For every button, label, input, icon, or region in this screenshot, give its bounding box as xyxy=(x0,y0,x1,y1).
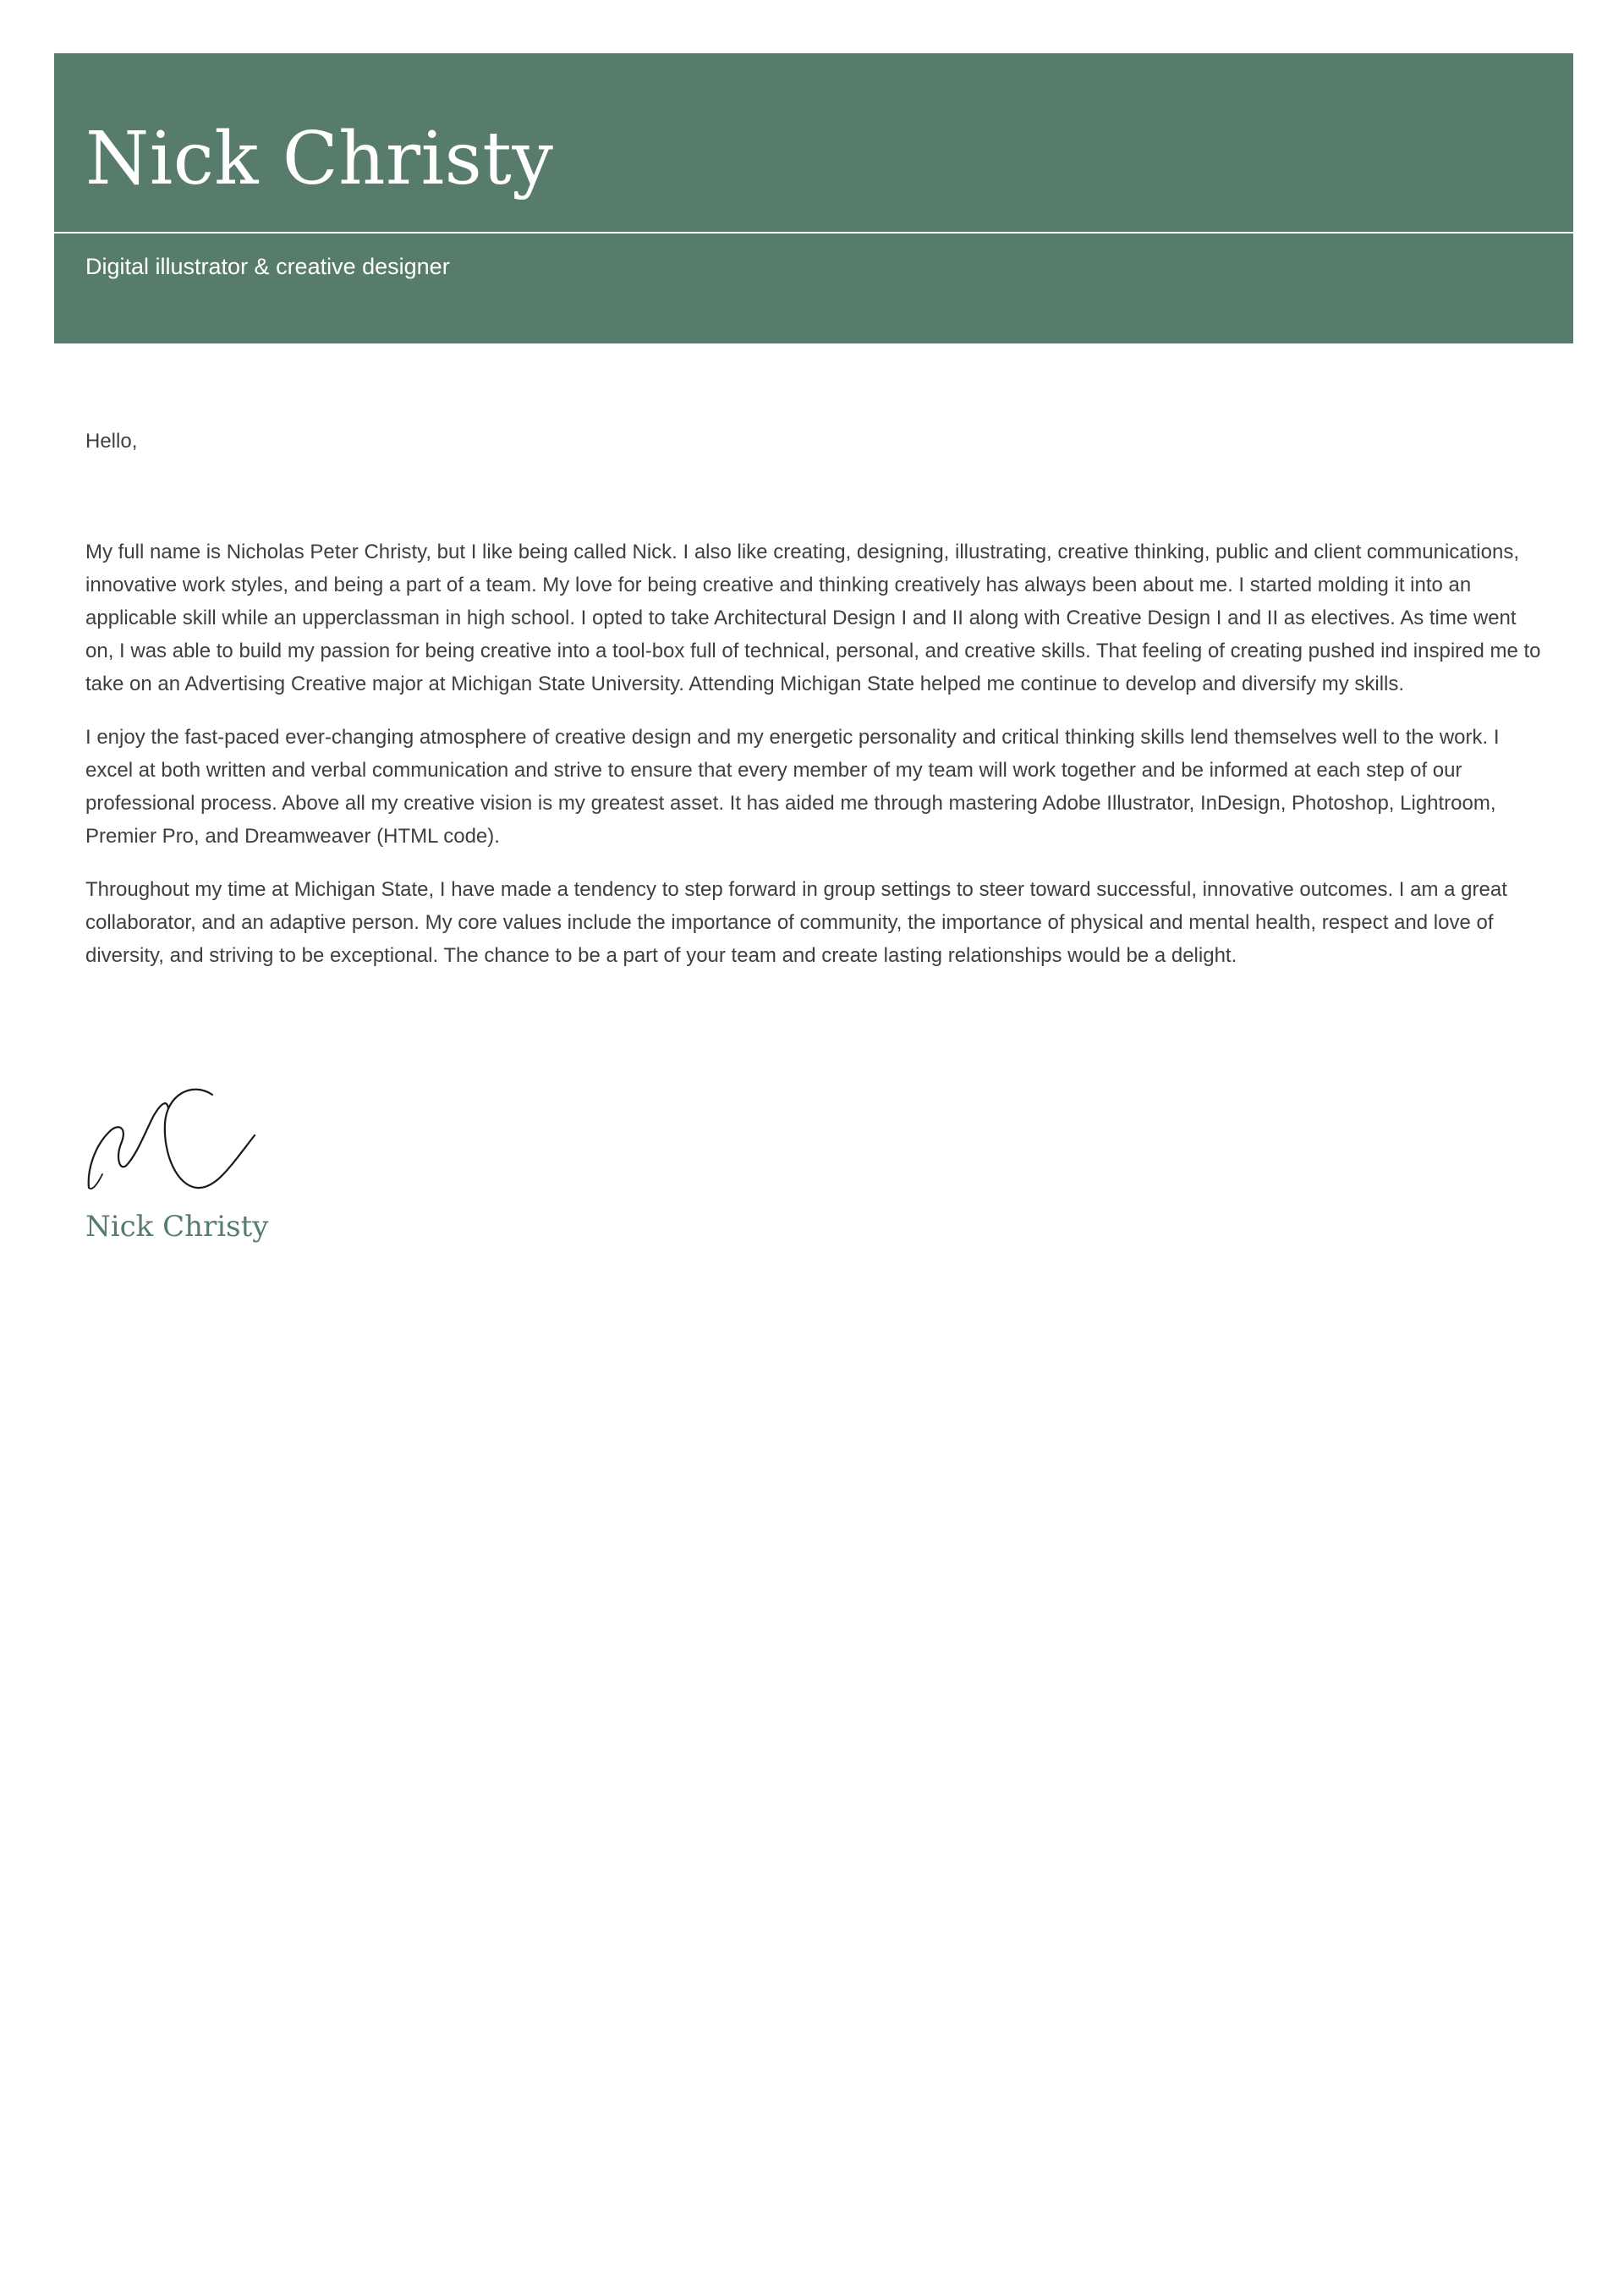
paragraph-1: My full name is Nicholas Peter Christy, but I like being called Nick. I also like creating, designing, illustrating, creative thinking, public and client communications, innovative work styles, and being a part of a team. My love for being creative and thinking creatively has always been about me. I started molding it into an applicable skill while an upperclassman in high school. I opted to take Architectural Design I and II along with Creative Design I and II as electives. As time went on, I was able to build my passion for being creative into a tool-box full of technical, personal, and creative skills. That feeling of creating pushed ind inspired me to take on an Advertising Creative major at Michigan State University. Attending Michigan State helped me continue to develop and diversify my skills. xyxy=(85,541,1541,695)
signature-stroke-c xyxy=(165,1090,255,1188)
header-banner xyxy=(54,53,1573,343)
header-divider xyxy=(54,232,1573,233)
signature-stroke-n xyxy=(89,1103,168,1188)
letter-paragraphs xyxy=(85,536,1542,992)
signature-stroke-tail xyxy=(89,1174,102,1189)
signature-image xyxy=(85,1083,263,1193)
paragraph-2: I enjoy the fast-paced ever-changing atmosphere of creative design and my energetic personality and critical thinking skills lend themselves well to the work. I excel at both written and verbal communication and strive to ensure that every member of my team will work together and be informed at each step of our professional process. Above all my creative vision is my greatest asset. It has aided me through mastering Adobe Illustrator, InDesign, Photoshop, Lightroom, Premier Pro, and Dreamweaver (HTML code). xyxy=(85,726,1500,848)
header-name: Nick Christy xyxy=(85,117,554,201)
signoff-name: Nick Christy xyxy=(85,1210,269,1244)
paragraph-3: Throughout my time at Michigan State, I have made a tendency to step forward in group settings to steer toward successful, innovative outcomes. I am a great collaborator, and an adaptive person. My core values include the importance of community, the importance of physical and mental health, respect and love of diversity, and striving to be exceptional. The chance to be a part of your team and create lasting relationships would be a delight. xyxy=(85,878,1507,967)
header-subtitle: Digital illustrator & creative designer xyxy=(85,254,450,279)
greeting: Hello, xyxy=(85,430,138,453)
